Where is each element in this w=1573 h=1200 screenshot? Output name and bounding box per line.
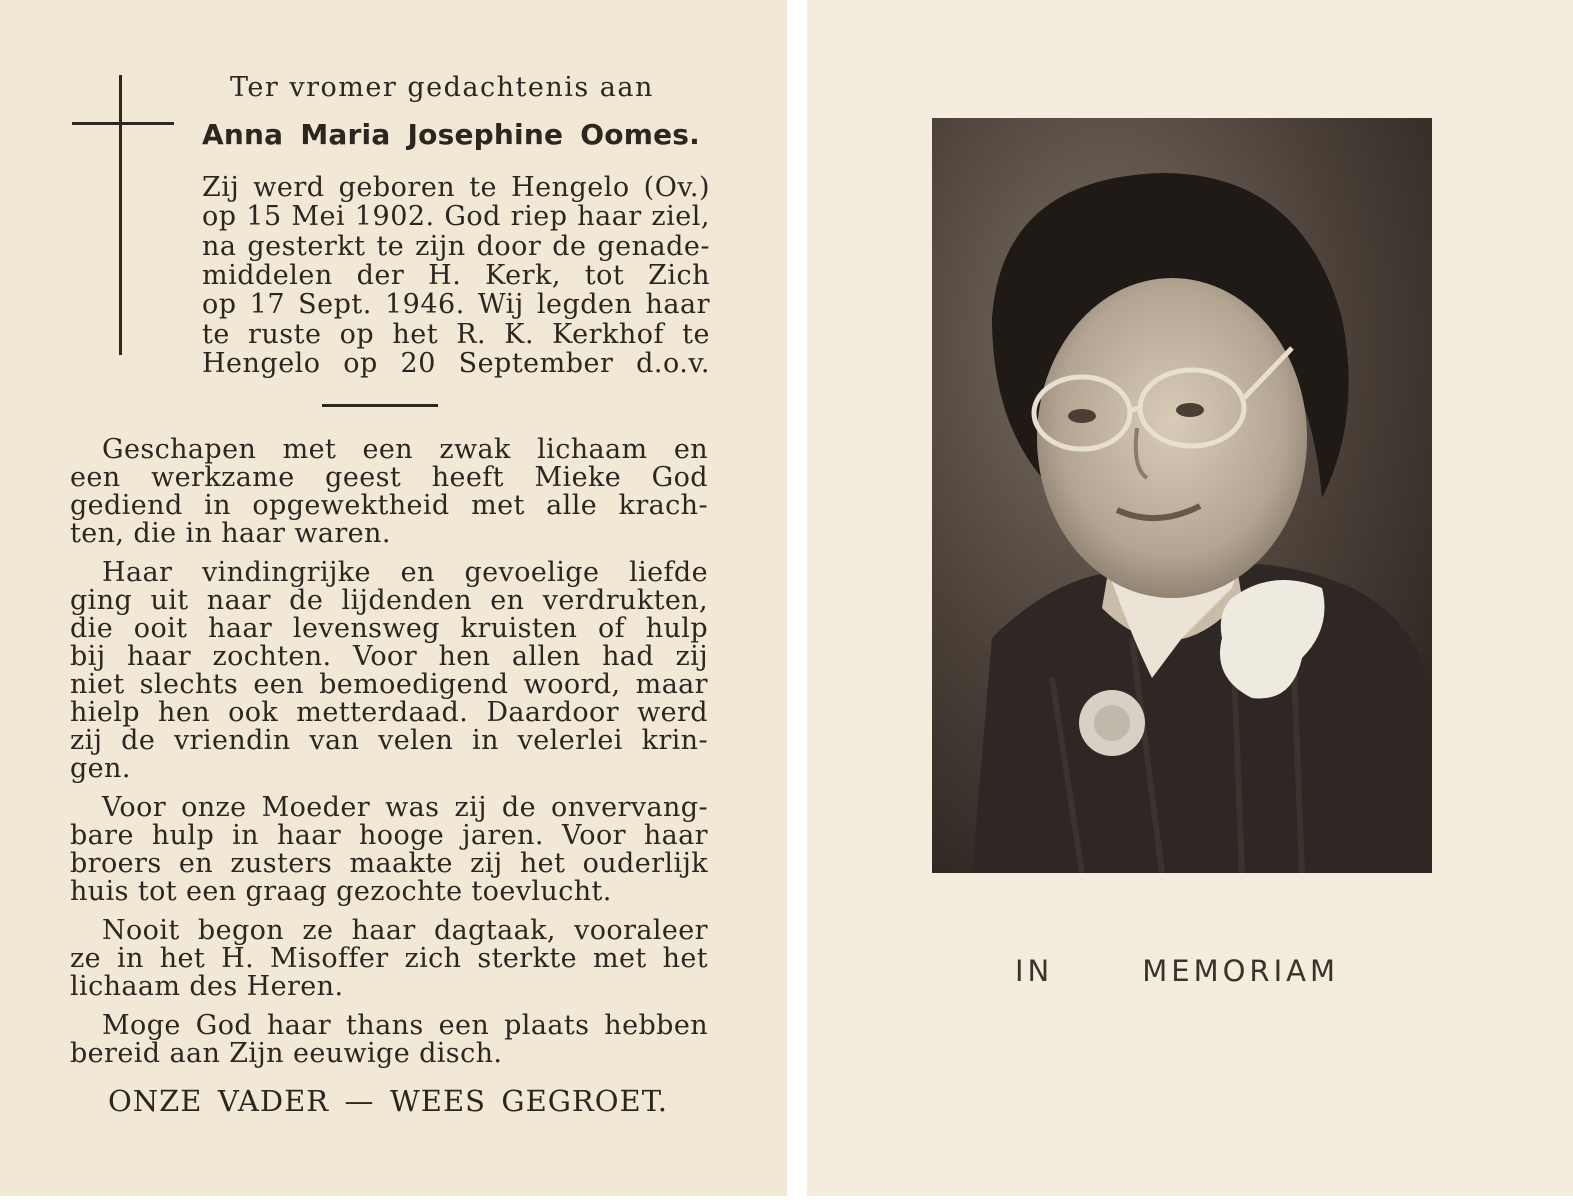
paragraph-line: ten, die in haar waren. (70, 518, 391, 549)
paragraph-line: een werkzame geest heeft Mieke God (70, 462, 708, 493)
in-memoriam-caption: IN MEMORIAM (1015, 954, 1339, 988)
cross-icon-horizontal (72, 122, 174, 125)
paragraph-line: gediend in opgewektheid met alle krach- (70, 490, 708, 521)
paragraph-line: zij de vriendin van velen in velerlei krin- (70, 725, 708, 756)
paragraph-line: niet slechts een bemoedigend woord, maar (70, 669, 708, 700)
bio-line: op 15 Mei 1902. God riep haar ziel, (202, 201, 710, 233)
paragraph-line: Moge God haar thans een plaats hebben (102, 1010, 708, 1041)
deceased-name: Anna Maria Josephine Oomes. (202, 118, 700, 151)
bio-line: middelen der H. Kerk, tot Zich (202, 259, 710, 291)
paragraph-line: bereid aan Zijn eeuwige disch. (70, 1038, 503, 1069)
paragraph-line: bare hulp in haar hooge jaren. Voor haar (70, 820, 708, 851)
paragraph-line: broers en zusters maakte zij het ouderlijk (70, 848, 708, 879)
paragraph-line: Voor onze Moeder was zij de onvervang- (102, 792, 708, 823)
bio-line: na gesterkt te zijn door de genade- (202, 230, 710, 262)
paragraph-line: lichaam des Heren. (70, 971, 344, 1002)
intro-line: Ter vromer gedachtenis aan (230, 72, 654, 103)
bio-line: Zij werd geboren te Hengelo (Ov.) (202, 172, 710, 203)
bio-line: op 17 Sept. 1946. Wij legden haar (202, 289, 710, 321)
cross-icon-vertical (119, 75, 122, 355)
paragraph-line: Nooit begon ze haar dagtaak, vooraleer (102, 915, 708, 946)
prayer-card-text-side (0, 0, 787, 1196)
paragraph-line: Geschapen met een zwak lichaam en (102, 434, 708, 465)
paragraph-line: Haar vindingrijke en gevoelige liefde (102, 557, 708, 588)
paragraph-line: bij haar zochten. Voor hen allen had zij (70, 641, 708, 672)
paragraph-line: die ooit haar levensweg kruisten of hulp (70, 613, 708, 644)
bio-line: te ruste op het R. K. Kerkhof te (202, 318, 710, 350)
portrait-photo (932, 118, 1432, 873)
paragraph-line: hielp hen ook metterdaad. Daardoor werd (70, 697, 708, 728)
body-text (70, 434, 708, 1074)
bio-line: Hengelo op 20 September d.o.v. (202, 347, 710, 379)
prayer-line: ONZE VADER — WEES GEGROET. (108, 1084, 668, 1118)
paragraph-line: gen. (70, 753, 131, 784)
bio-block (202, 172, 710, 382)
divider (322, 404, 438, 407)
paragraph-line: huis tot een graag gezochte toevlucht. (70, 876, 612, 907)
prayer-card-photo-side (807, 0, 1573, 1196)
portrait-illustration (932, 118, 1432, 873)
paragraph-line: ze in het H. Misoffer zich sterkte met het (70, 943, 708, 974)
paragraph-line: ging uit naar de lijdenden en verdrukten, (70, 585, 708, 616)
